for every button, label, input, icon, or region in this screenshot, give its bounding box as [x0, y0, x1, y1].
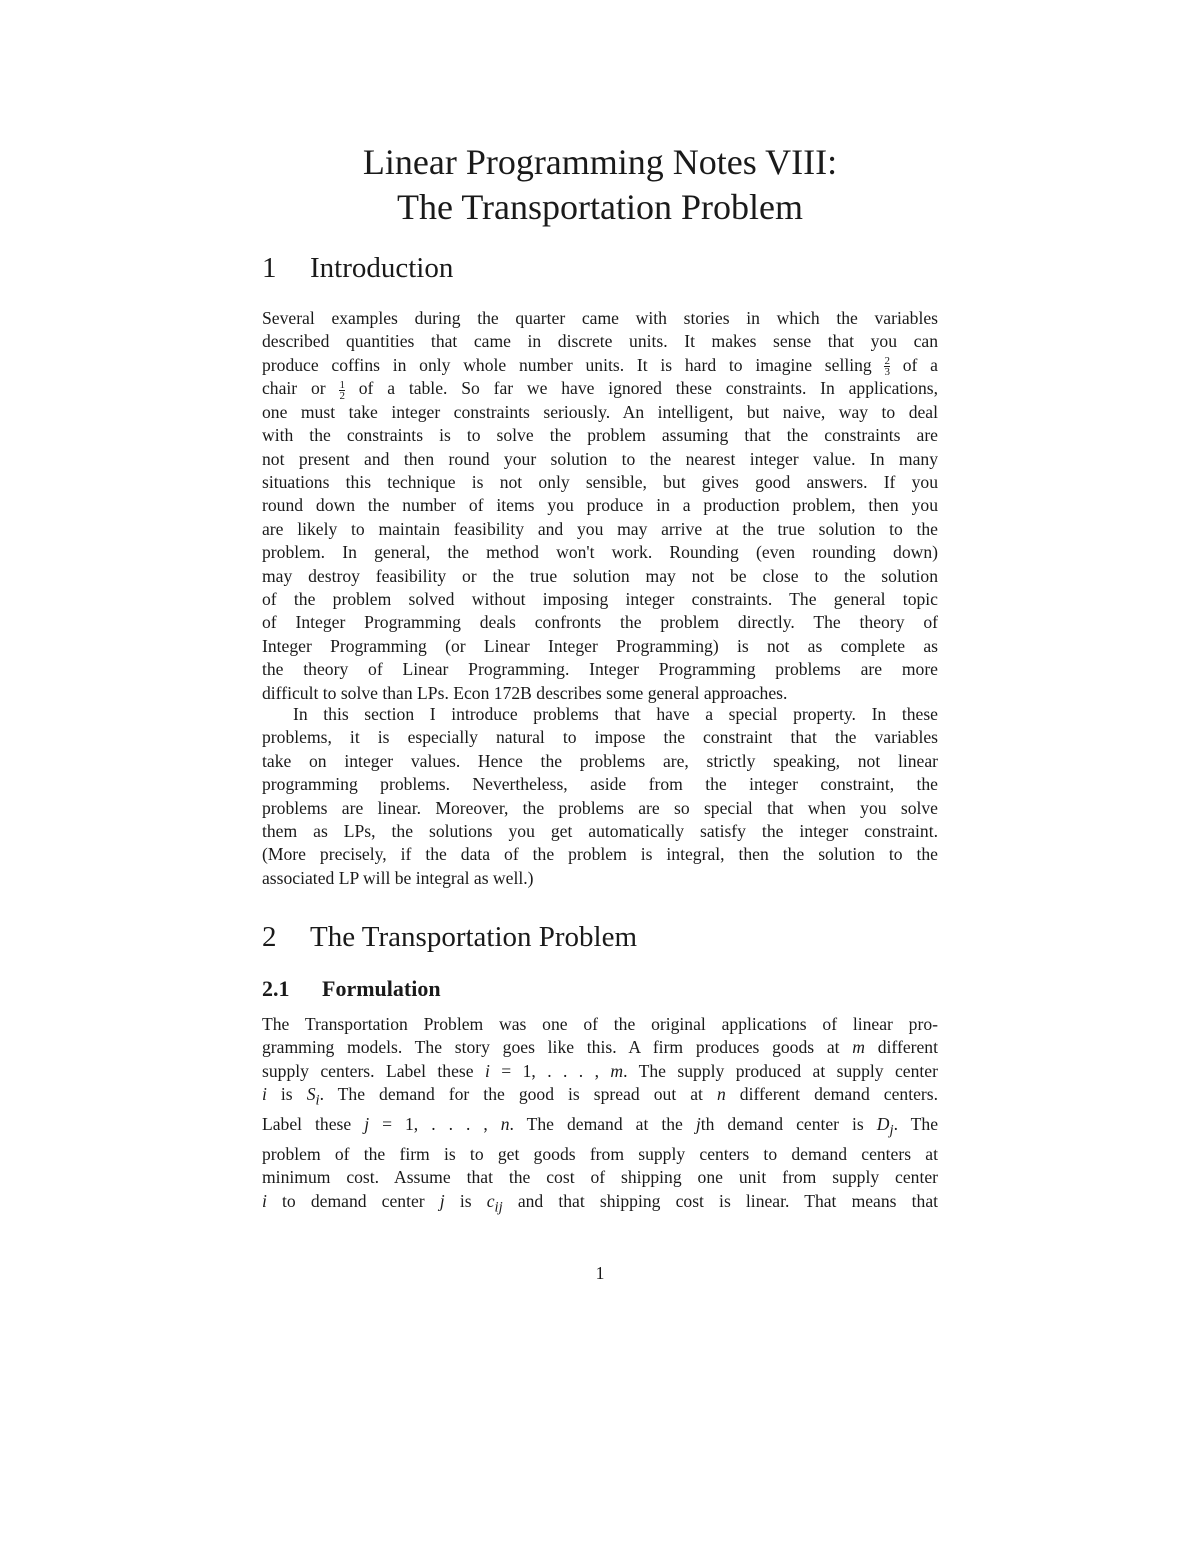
- section-2-heading: [262, 921, 637, 954]
- text-line: of the problem solved without imposing integer constraints. The general topic: [262, 588, 938, 609]
- text-line: The Transportation Problem was one of the original applications of linear pro-: [262, 1014, 938, 1034]
- text-line: may destroy feasibility or the true solution may not be close to the solution: [262, 565, 938, 586]
- text-line: chair or $\frac{1}{2}$ of a table. So far we have ignored these constraints. In applications,: [262, 378, 939, 402]
- text-line: difficult to solve than LPs. Econ 172B describes some general approaches.: [262, 682, 788, 703]
- text-line: problems are linear. Moreover, the problems are so special that when you solve: [262, 797, 938, 818]
- text-line: one must take integer constraints seriously. An intelligent, but naive, way to deal: [262, 401, 938, 422]
- text-line: take on integer values. Hence the problems are, strictly speaking, not linear: [262, 750, 938, 771]
- text-line: gramming models. The story goes like this. A firm produces goods at m different: [262, 1037, 938, 1058]
- text-line: supply centers. Label these i = 1, . . . , m. The supply produced at supply center: [262, 1060, 938, 1081]
- subsection-number: 2.1: [262, 976, 290, 1001]
- text-line: with the constraints is to solve the problem assuming that the constraints are: [262, 425, 938, 446]
- section-title: The Transportation Problem: [310, 921, 638, 953]
- text-line: are likely to maintain feasibility and you may arrive at the true solution to the: [262, 518, 938, 539]
- text-line: Several examples during the quarter came with stories in which the variables: [262, 308, 938, 328]
- text-line: round down the number of items you produce in a production problem, then you: [262, 495, 938, 516]
- text-line: Label these j = 1, . . . , n. The demand at the jth demand center is $D_j$. The: [262, 1114, 939, 1139]
- text-line: In this section I introduce problems that have a special property. In these: [293, 704, 938, 724]
- text-line: (More precisely, if the data of the problem is integral, then the solution to the: [262, 844, 938, 865]
- text-line: Integer Programming (or Linear Integer Programming) is not as complete as: [262, 635, 938, 656]
- text-line: the theory of Linear Programming. Integer Programming problems are more: [262, 659, 938, 680]
- text-line: not present and then round your solution to the nearest integer value. In many: [262, 448, 938, 469]
- fraction-one-half: $\frac{1}{2}$: [339, 378, 345, 402]
- text-line: i is $S_i$. The demand for the good is spread out at n different demand centers.: [262, 1084, 938, 1109]
- title-line-1: Linear Programming Notes VIII:: [362, 142, 838, 182]
- section-number: 2: [262, 921, 277, 953]
- text-line: problem of the firm is to get goods from supply centers to demand centers at: [262, 1144, 938, 1165]
- section-number: 1: [262, 252, 277, 284]
- text-line: i to demand center j is $c_{ij}$ and that shipping cost is linear. That means that: [262, 1190, 939, 1216]
- text-line: programming problems. Nevertheless, aside from the integer constraint, the: [262, 774, 938, 795]
- intro-paragraph-2: [262, 703, 938, 890]
- section-1-heading: [262, 252, 453, 285]
- section-title: Introduction: [310, 252, 454, 284]
- text-line: produce coffins in only whole number units. It is hard to imagine selling $\frac{2}{3}$ of a: [262, 354, 938, 379]
- text-line: minimum cost. Assume that the cost of shipping one unit from supply center: [262, 1167, 938, 1188]
- text-line: of Integer Programming deals confronts the problem directly. The theory of: [262, 612, 938, 633]
- text-line: them as LPs, the solutions you get automatically satisfy the integer constraint.: [262, 821, 938, 842]
- formulation-paragraph: [262, 1013, 938, 1220]
- document-title: [0, 140, 1200, 230]
- subsection-2-1-heading: [262, 976, 441, 1002]
- text-line: situations this technique is not only sensible, but gives good answers. If you: [262, 471, 938, 492]
- page-number: 1: [595, 1263, 605, 1283]
- fraction-two-thirds: $\frac{2}{3}$: [884, 355, 890, 379]
- text-line: problems, it is especially natural to impose the constraint that the variables: [262, 727, 938, 748]
- intro-paragraph-1: [262, 307, 938, 705]
- title-line-2: The Transportation Problem: [397, 187, 803, 227]
- text-line: described quantities that came in discrete units. It makes sense that you can: [262, 331, 938, 352]
- subsection-title: Formulation: [322, 976, 441, 1001]
- text-line: problem. In general, the method won't work. Rounding (even rounding down): [262, 542, 938, 563]
- text-line: associated LP will be integral as well.): [262, 867, 534, 888]
